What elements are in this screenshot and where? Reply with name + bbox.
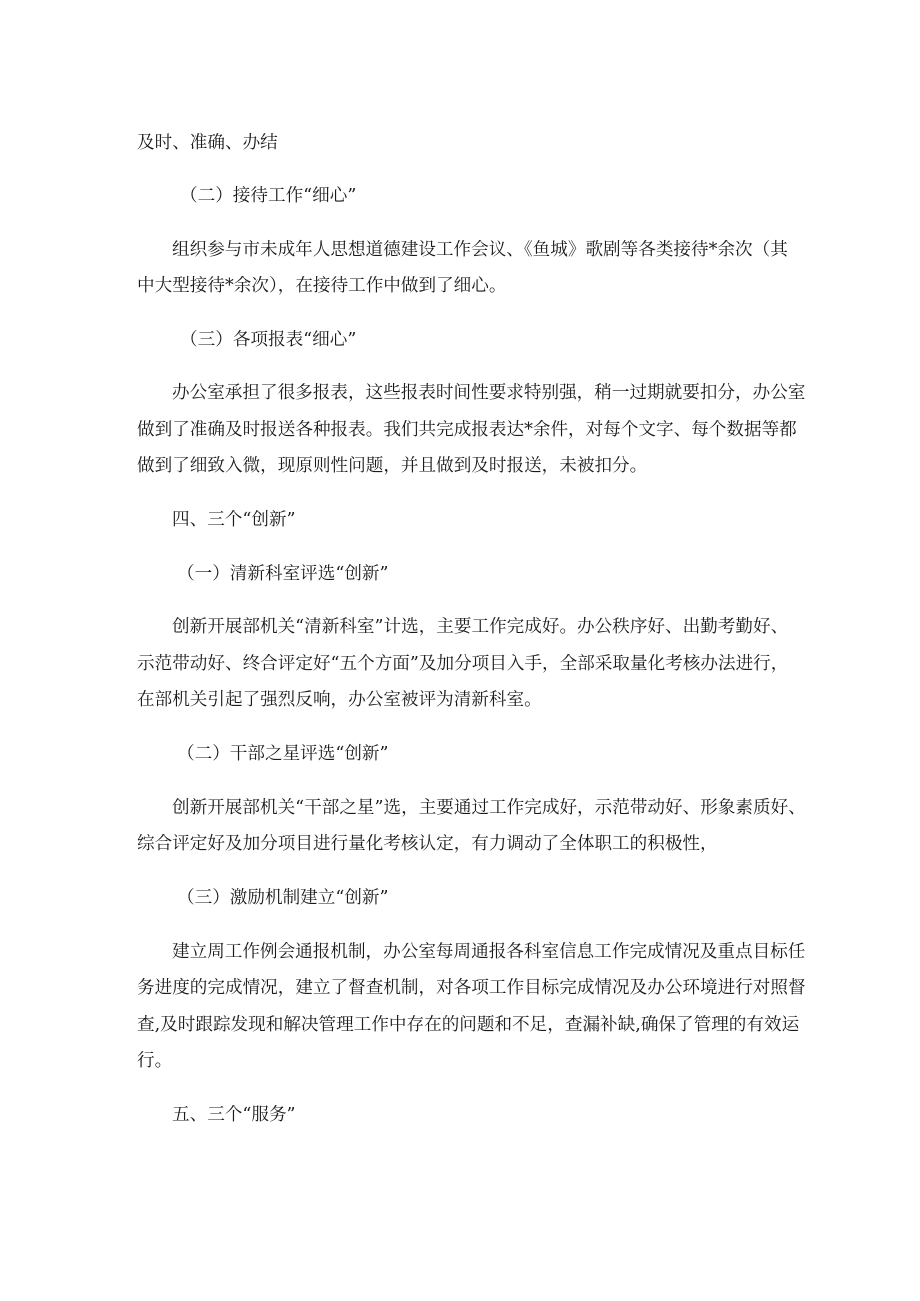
text-line: 创新开展部机关“干部之星”选，主要通过工作完成好，示范带动好、形象素质好、 <box>172 798 806 818</box>
text-line: 做到了准确及时报送各种报表。我们共完成报表达*余件，对每个文字、每个数据等都 <box>137 420 797 440</box>
text-line: 中大型接待*余次），在接待工作中做到了细心。 <box>137 276 507 296</box>
text-line: 创新开展部机关“清新科室”计选，主要工作完成好。办公秩序好、出勤考勤好、 <box>172 617 789 637</box>
chapter-heading: 五、三个“服务” <box>172 1105 296 1125</box>
text-line: 行。 <box>137 1051 173 1071</box>
section-heading: （一）清新科室评选“创新” <box>177 564 389 584</box>
text-line: 组织参与市未成年人思想道德建设工作会议、《鱼城》歌剧等各类接待*余次（其 <box>172 240 788 260</box>
section-heading: （三）各项报表“细心” <box>180 330 357 350</box>
text-line: 做到了细致入微，现原则性问题，并且做到及时报送，未被扣分。 <box>137 456 648 476</box>
section-heading: （三）激励机制建立“创新” <box>177 888 389 908</box>
chapter-heading: 四、三个“创新” <box>172 510 296 530</box>
text-line: 办公室承担了很多报表，这些报表时间性要求特别强，稍一过期就要扣分，办公室 <box>172 383 806 403</box>
text-line: 示范带动好、终合评定好“五个方面”及加分项目入手，全部采取量化考核办法进行， <box>137 654 789 674</box>
text-line: 查,及时跟踪发现和解决管理工作中存在的问题和不足，查漏补缺,确保了管理的有效运 <box>137 1015 800 1035</box>
text-line: 综合评定好及加分项目进行量化考核认定，有力调动了全体职工的积极性， <box>137 834 718 854</box>
text-line: 建立周工作例会通报机制，办公室每周通报各科室信息工作完成情况及重点目标任 <box>172 942 806 962</box>
text-line: 务进度的完成情况，建立了督查机制，对各项工作目标完成情况及办公环境进行对照督 <box>137 978 806 998</box>
section-heading: （二）接待工作“细心” <box>180 186 357 206</box>
section-heading: （二）干部之星评选“创新” <box>177 744 389 764</box>
text-line: 及时、准确、办结 <box>137 133 278 153</box>
text-line: 在部机关引起了强烈反响，办公室被评为清新科室。 <box>137 690 542 710</box>
